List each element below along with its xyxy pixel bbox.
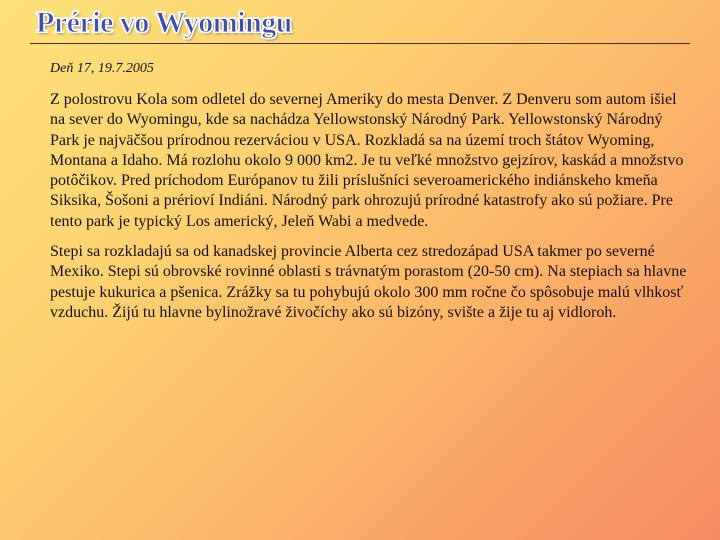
paragraph-steppes: Stepi sa rozkladajú sa od kanadskej provincie Alberta cez stredozápad USA takmer po severné Mexiko. Stepi sú obrovské rovinné oblasti s trávnatým porastom (20-50 cm). Na stepiach sa hlavne pestuje kukurica a pšenica. Zrážky sa tu pohybujú okolo 300 mm ročne čo spôsobuje malú vlhkosť vzduchu. Žijú tu hlavne bylinožravé živočíchy ako sú bizóny, svište a žije tu aj vidloroh. xyxy=(50,243,687,321)
entry-date: Deň 17, 19.7.2005 xyxy=(50,61,154,76)
article-body xyxy=(50,90,690,333)
paragraph-yellowstone: Z polostrovu Kola som odletel do severnej Ameriky do mesta Denver. Z Denveru som autom išiel na sever do Wyomingu, kde sa nachádza Yellowstonský Národný Park. Yellowstonský Národný Park je najväčšou prírodnou rezerváciou v USA. Rozkladá sa na území troch štátov Wyoming, Montana a Idaho. Má rozlohu okolo 9 000 km2. Je tu veľké množstvo gejzírov, kaskád a množstvo potôčikov. Pred príchodom Európanov tu žili príslušníci severoamerického indiánskeho kmeňa Siksika, Šošoni a prérioví Indiáni. Národný park ohrozujú prírodné katastrofy ako sú požiare. Pre tento park je typický Los americký, Jeleň Wabi a medvede. xyxy=(50,91,684,230)
page-title: Prérie vo Wyomingu xyxy=(36,6,292,39)
title-divider xyxy=(30,43,690,44)
